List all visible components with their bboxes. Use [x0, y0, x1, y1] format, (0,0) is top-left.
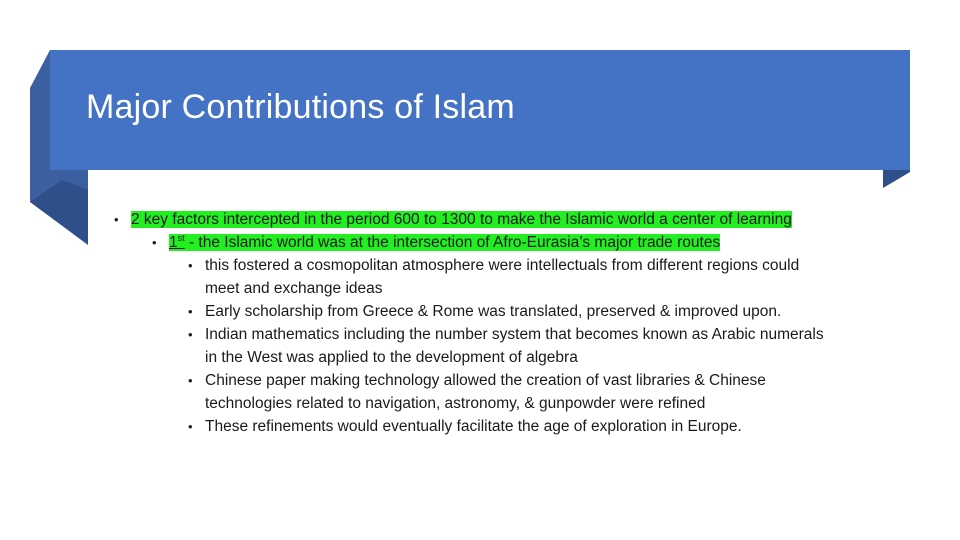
bullet-level1 — [110, 208, 830, 231]
bullet-text: - the Islamic world was at the intersection of Afro-Eurasia’s major trade routes — [184, 234, 721, 251]
bullet-level3 — [110, 323, 830, 369]
bullet-level3 — [110, 415, 830, 438]
bullet-dot: • — [152, 235, 157, 250]
bullet-text: Chinese paper making technology allowed the creation of vast libraries & Chinese technologies related to navigation, astronomy, & gunpowder were refined — [205, 372, 766, 412]
ordinal-digit: 1 — [169, 234, 178, 251]
bullet-text: this fostered a cosmopolitan atmosphere were intellectuals from different regions could meet and exchange ideas — [205, 257, 800, 297]
right-fold-shape — [883, 170, 910, 188]
bullet-dot: • — [188, 327, 193, 342]
bullet-dot: • — [188, 304, 193, 319]
slide-title: Major Contributions of Islam — [86, 88, 515, 126]
bullet-text: Early scholarship from Greece & Rome was translated, preserved & improved upon. — [205, 303, 782, 320]
bullet-level2 — [110, 231, 830, 254]
ordinal-number — [169, 234, 185, 251]
bullet-dot: • — [114, 212, 119, 227]
bullet-level3 — [110, 254, 830, 300]
bullet-text-highlighted: 2 key factors intercepted in the period 600 to 1300 to make the Islamic world a center of learning — [131, 211, 792, 228]
bullet-text-highlighted — [169, 234, 720, 251]
bullet-dot: • — [188, 373, 193, 388]
ordinal-suffix: st — [177, 233, 185, 243]
slide-body — [110, 208, 830, 438]
bullet-text: Indian mathematics including the number system that becomes known as Arabic numerals in the West was applied to the development of algebra — [205, 326, 824, 366]
bullet-level3 — [110, 369, 830, 415]
bullet-dot: • — [188, 258, 193, 273]
bullet-text: These refinements would eventually facilitate the age of exploration in Europe. — [205, 418, 742, 435]
bullet-level3 — [110, 300, 830, 323]
bullet-dot: • — [188, 419, 193, 434]
